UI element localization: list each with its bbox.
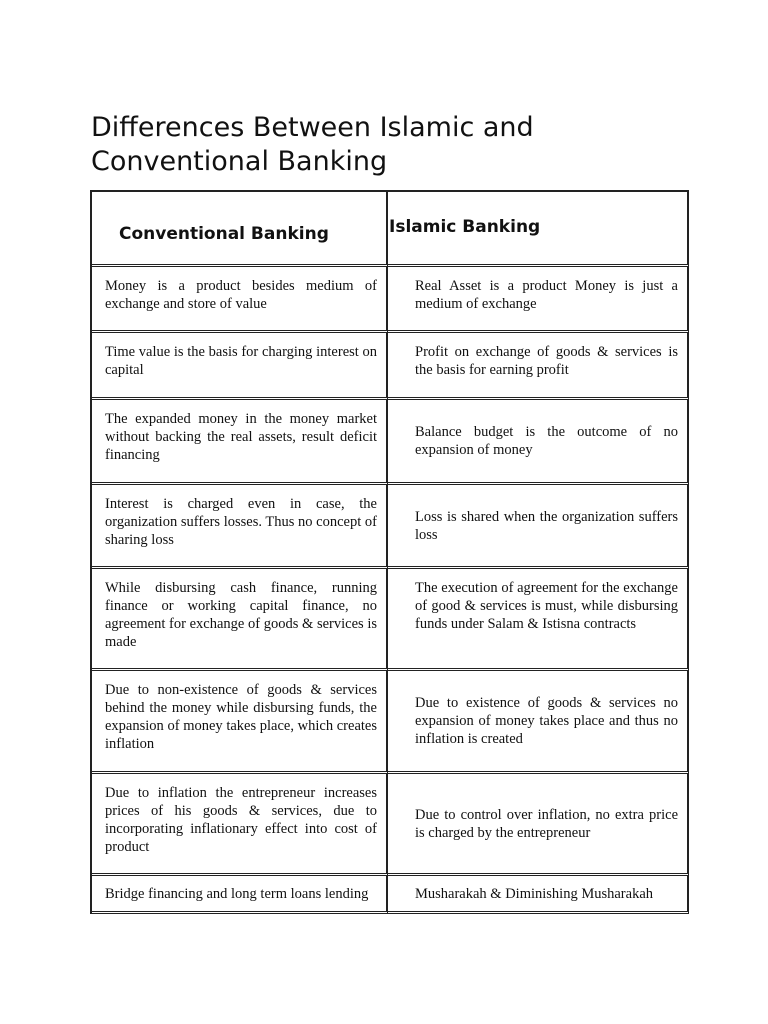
table-row (92, 400, 689, 485)
cell-conventional: Due to inflation the entrepreneur increases prices of his goods & services, due to incorporating inflationary effect into cost of product (92, 774, 388, 876)
table-row (92, 267, 689, 333)
cell-islamic: Due to existence of goods & services no expansion of money takes place and thus no inflation is created (388, 671, 689, 774)
cell-islamic: Loss is shared when the organization suffers loss (388, 485, 689, 569)
cell-islamic: Real Asset is a product Money is just a medium of exchange (388, 267, 689, 333)
cell-islamic: Musharakah & Diminishing Musharakah (388, 876, 689, 914)
cell-islamic: Due to control over inflation, no extra price is charged by the entrepreneur (388, 774, 689, 876)
header-conventional-banking: Conventional Banking (92, 192, 388, 267)
cell-conventional: Interest is charged even in case, the organization suffers losses. Thus no concept of sharing loss (92, 485, 388, 569)
table-row (92, 671, 689, 774)
table-row (92, 876, 689, 914)
cell-conventional: Time value is the basis for charging interest on capital (92, 333, 388, 400)
cell-islamic: Profit on exchange of goods & services is the basis for earning profit (388, 333, 689, 400)
cell-conventional: The expanded money in the money market without backing the real assets, result deficit financing (92, 400, 388, 485)
table-row (92, 485, 689, 569)
cell-conventional: While disbursing cash finance, running finance or working capital finance, no agreement for exchange of goods & services is made (92, 569, 388, 671)
table-row (92, 774, 689, 876)
comparison-table (90, 190, 689, 914)
cell-conventional: Money is a product besides medium of exchange and store of value (92, 267, 388, 333)
cell-conventional: Due to non-existence of goods & services behind the money while disbursing funds, the expansion of money takes place, which creates inflation (92, 671, 388, 774)
page-title: Differences Between Islamic and Conventional Banking (91, 112, 534, 177)
cell-islamic: Balance budget is the outcome of no expansion of money (388, 400, 689, 485)
table-header-row (92, 192, 689, 267)
table-row (92, 569, 689, 671)
cell-conventional: Bridge financing and long term loans lending (92, 876, 388, 914)
cell-islamic: The execution of agreement for the exchange of good & services is must, while disbursing funds under Salam & Istisna contracts (388, 569, 689, 671)
table-row (92, 333, 689, 400)
header-islamic-banking: Islamic Banking (388, 192, 689, 267)
